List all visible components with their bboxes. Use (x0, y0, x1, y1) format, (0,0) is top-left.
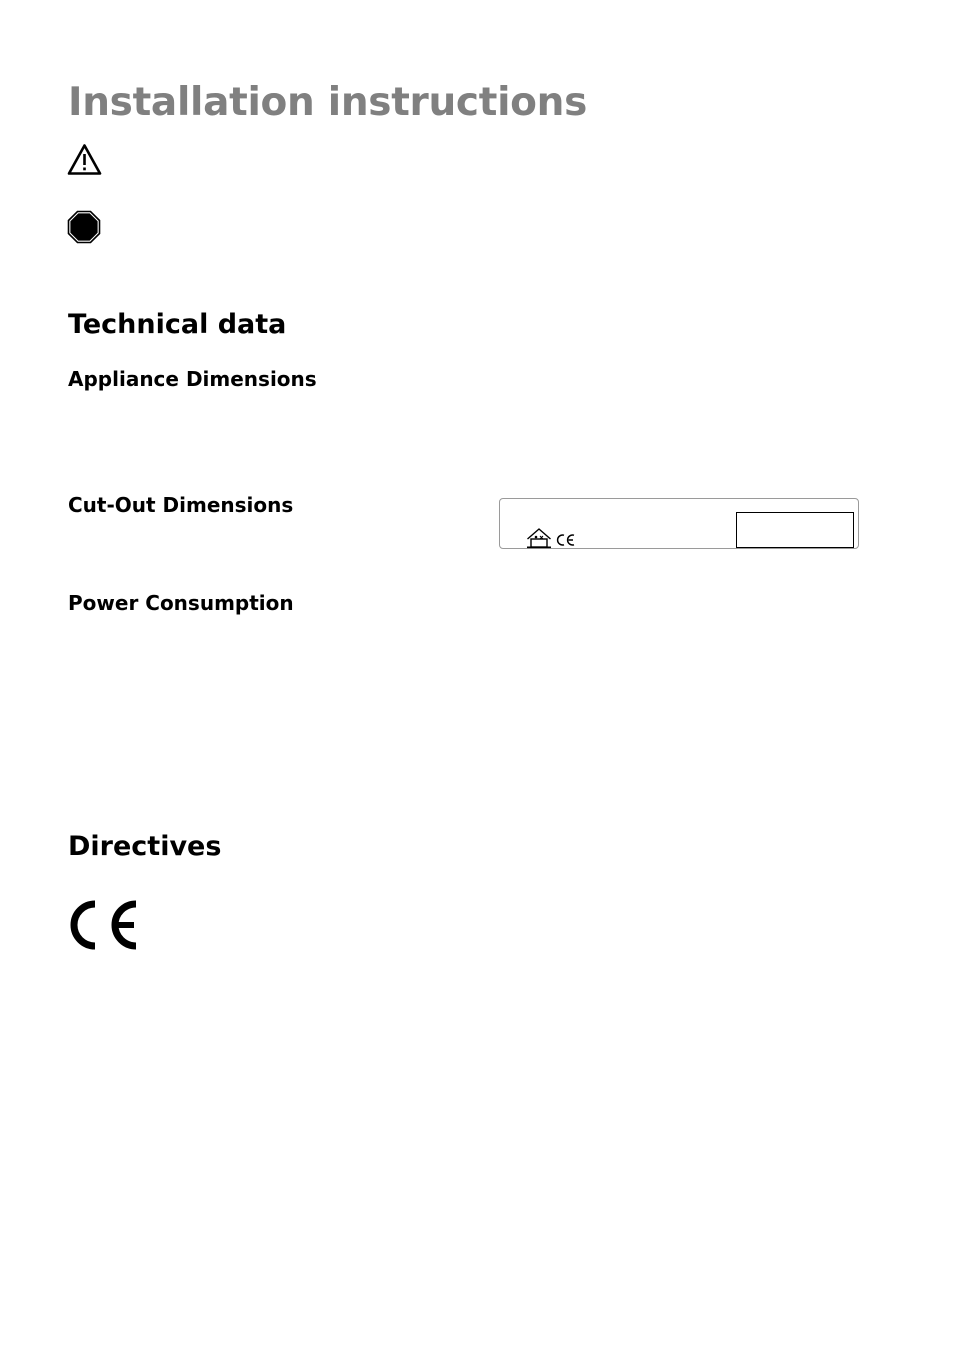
technical-data-heading: Technical data (68, 309, 287, 340)
appliance-dimensions-heading: Appliance Dimensions (68, 367, 317, 391)
rating-plate-box (736, 512, 854, 548)
ce-mark-small-icon (556, 533, 576, 547)
rating-plate (499, 498, 859, 549)
safety-approval-icon (526, 527, 552, 549)
directives-heading: Directives (68, 831, 222, 862)
power-consumption-heading: Power Consumption (68, 591, 294, 615)
stop-octagon-icon (67, 210, 101, 244)
page-title: Installation instructions (68, 80, 588, 125)
cut-out-dimensions-heading: Cut-Out Dimensions (68, 493, 294, 517)
ce-mark-icon (69, 899, 141, 951)
warning-triangle-icon (67, 143, 102, 176)
